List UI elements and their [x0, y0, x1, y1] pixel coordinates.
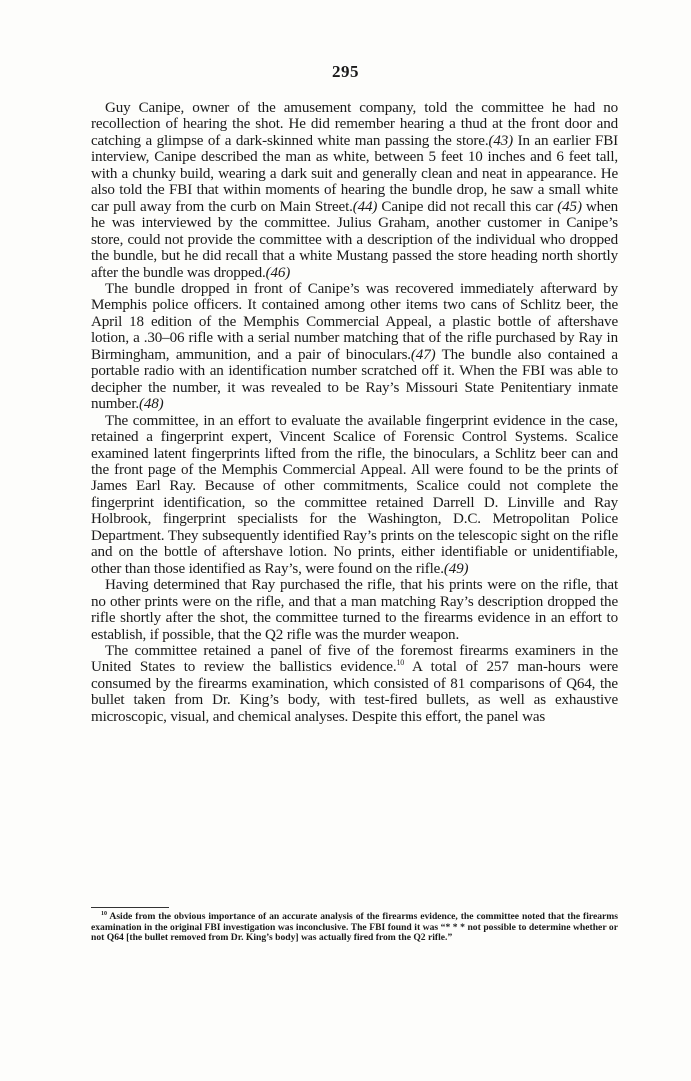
- citation-ref: (47): [410, 346, 436, 363]
- footnote-reference: 10: [396, 658, 405, 668]
- citation-ref: (44): [352, 198, 378, 215]
- paragraph: [91, 100, 618, 281]
- text-segment: Canipe did not recall this car: [377, 198, 558, 215]
- citation-ref: (46): [265, 264, 291, 281]
- text-segment: The bundle dropped in front of Canipe’s was recovered immediately afterward by Memphis police officers. It contained among other items two cans of Schlitz beer, the April 18 edition of the Memphis Commercial Appeal, a plastic bottle of aftershave lotion, a .30–06 rifle with a serial number matching that of the rifle purchased by Ray in Birmingham, ammunition, and a pair of binoculars.: [91, 280, 618, 363]
- footnote-divider: [91, 907, 169, 908]
- paragraph: [91, 577, 618, 643]
- paragraph: [91, 413, 618, 578]
- footnote-text: Aside from the obvious importance of an accurate analysis of the firearms evidence, the committee noted that the firearms examination in the original FBI investigation was inconclusive. The FBI found it was “* * * not possible to determine whether or not Q64 [the bullet removed from Dr. King’s body] was actually fired from the Q2 rifle.”: [91, 911, 618, 944]
- citation-ref: (45): [557, 198, 582, 215]
- text-segment: A total of 257 man-hours were consumed by the firearms examination, which consisted of 81 comparisons of Q64, the bullet taken from Dr. King’s body, with test-fired bullets, as well as exhaustive microscopic, visual, and chemical analyses. Despite this effort, the panel was: [91, 659, 619, 725]
- citation-ref: (48): [139, 396, 164, 413]
- page-number: 295: [332, 62, 359, 81]
- citation-ref: (49): [443, 560, 469, 577]
- text-segment: In an earlier FBI interview, Canipe described the man as white, between 5 feet 10 inches and 6 feet tall, with a chunky build, wearing a dark suit and generally clean and neat in appearance. He also told the FBI that within moments of hearing the bundle drop, he saw a small white car pull away from the curb on Main Street.: [91, 132, 619, 215]
- text-segment: The committee, in an effort to evaluate the available fingerprint evidence in the case, retained a fingerprint expert, Vincent Scalice of Forensic Control Systems. Scalice examined latent fingerprints lifted from the rifle, the binoculars, a Schlitz beer can and the front page of the Memphis Commercial Appeal. All were found to be the prints of James Earl Ray. Because of other commitments, Scalice could not complete the fingerprint identification, so the committee retained Darrell D. Linville and Ray Holbrook, fingerprint specialists for the Washington, D.C. Metropolitan Police Department. They subsequently identified Ray’s prints on the telescopic sight on the rifle and on the bottle of aftershave lotion. No prints, either identifiable or unidentifiable, other than those identified as Ray’s, were found on the rifle.: [91, 412, 618, 577]
- text-segment: The committee retained a panel of five of the foremost firearms examiners in the United States to review the ballistics evidence.: [91, 642, 618, 676]
- footnote-marker: 10: [101, 910, 107, 917]
- footnote: [91, 912, 618, 944]
- paragraph: [91, 643, 618, 725]
- text-segment: Guy Canipe, owner of the amusement company, told the committee he had no recollection of hearing the shot. He did remember hearing a thud at the front door and catching a glimpse of a dark-skinned white man passing the store.: [91, 100, 618, 149]
- citation-ref: (43): [488, 132, 513, 149]
- text-segment: Having determined that Ray purchased the rifle, that his prints were on the rifle, that no other prints were on the rifle, and that a man matching Ray’s description dropped the rifle shortly after the shot, the committee turned to the firearms evidence in an effort to establish, if possible, that the Q2 rifle was the murder weapon.: [91, 577, 618, 643]
- text-segment: when he was interviewed by the committee. Julius Graham, another customer in Canipe’s store, could not provide the committee with a description of the individual who dropped the bundle, but he did recall that a white Mustang passed the store heading north shortly after the bundle was dropped.: [91, 198, 619, 281]
- text-segment: The bundle also contained a portable radio with an identification number scratched off it. When the FBI was able to decipher the number, it was revealed to be Ray’s Missouri State Penitentiary inmate number.: [91, 346, 618, 413]
- body-text: [91, 100, 618, 725]
- paragraph: [91, 281, 618, 413]
